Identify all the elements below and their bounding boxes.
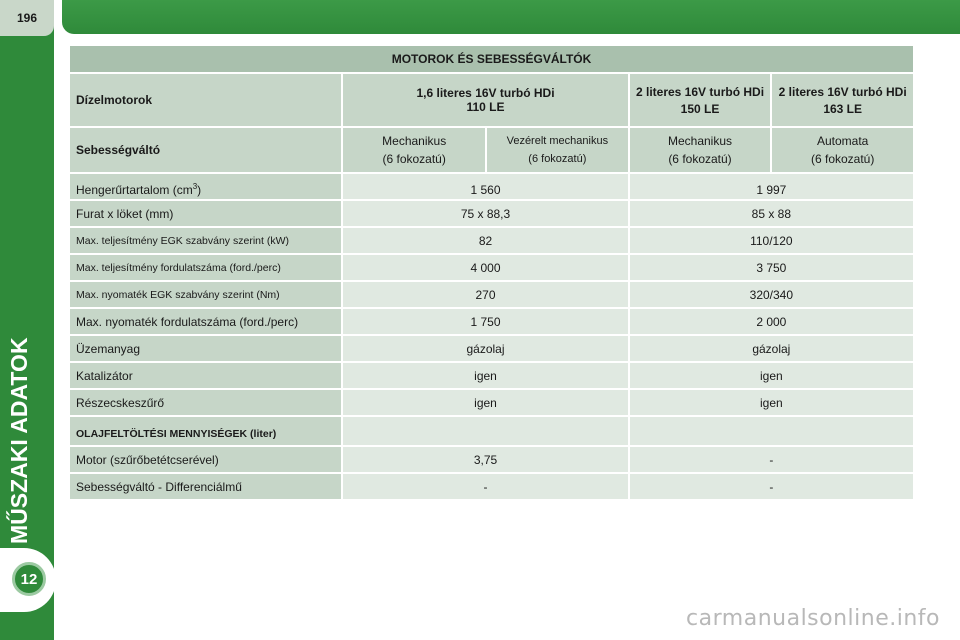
gearbox-1: [342, 127, 486, 173]
table-row: [69, 281, 914, 308]
row-value-engine1: -: [342, 473, 628, 500]
row-value-engine1: 1 750: [342, 308, 628, 335]
chapter-badge: 12: [12, 562, 46, 596]
row-value-engine2: igen: [629, 362, 914, 389]
table-row: [69, 200, 914, 227]
engine2-header: [629, 73, 772, 127]
gearbox-detail: (6 fokozatú): [810, 152, 875, 166]
oil-rows: [69, 446, 914, 500]
engine-label: Dízelmotorok: [69, 73, 342, 127]
row-value-engine1: 75 x 88,3: [342, 200, 628, 227]
row-label: Max. nyomaték fordulatszáma (ford./perc): [69, 308, 342, 335]
table-row: [69, 335, 914, 362]
row-value-engine2: 85 x 88: [629, 200, 914, 227]
gearbox-type: Automata: [816, 134, 869, 148]
row-value-engine2: -: [629, 473, 914, 500]
gearbox-detail: (6 fokozatú): [382, 152, 446, 166]
sidebar: [0, 0, 54, 640]
table-title: MOTOROK ÉS SEBESSÉGVÁLTÓK: [69, 45, 914, 73]
row-label: Furat x löket (mm): [69, 200, 342, 227]
row-value-engine1: 3,75: [342, 446, 628, 473]
row-value-engine1: igen: [342, 362, 628, 389]
displacement-sup: 3: [192, 182, 198, 191]
row-value-engine2: -: [629, 446, 914, 473]
table-row: [69, 389, 914, 416]
row-value-engine2: 3 750: [629, 254, 914, 281]
row-value-engine2: 2 000: [629, 308, 914, 335]
row-label: Sebességváltó - Differenciálmű: [69, 473, 342, 500]
oil-header-blank: [629, 416, 914, 446]
page-number: 196: [0, 0, 54, 36]
table-row: [69, 446, 914, 473]
row-value-engine1: 270: [342, 281, 628, 308]
spec-rows: [69, 200, 914, 416]
gearbox-detail: (6 fokozatú): [528, 153, 587, 165]
row-value-engine1: gázolaj: [342, 335, 628, 362]
row-value-engine1: 1 560: [342, 173, 628, 200]
engine3-header: [771, 73, 914, 127]
gearbox-label: Sebességváltó: [69, 127, 342, 173]
gearbox-type: Vezérelt mechanikus: [506, 135, 609, 147]
row-label: Max. teljesítmény EGK szabvány szerint (kW): [69, 227, 342, 254]
displacement-close: ): [197, 183, 202, 197]
gearbox-3: [629, 127, 772, 173]
oil-header: OLAJFELTÖLTÉSI MENNYISÉGEK (liter): [69, 416, 342, 446]
gearbox-2: [486, 127, 629, 173]
gearbox-detail: (6 fokozatú): [668, 152, 732, 166]
top-bar: [54, 0, 960, 36]
row-label: Max. teljesítmény fordulatszáma (ford./perc): [69, 254, 342, 281]
row-label: [69, 173, 342, 200]
table-row: [69, 308, 914, 335]
oil-header-blank: [342, 416, 628, 446]
row-value-engine2: 110/120: [629, 227, 914, 254]
watermark: carmanualsonline.info: [686, 606, 940, 631]
row-value-engine1: 82: [342, 227, 628, 254]
table-row: [69, 362, 914, 389]
engine2-power: 150 LE: [680, 101, 720, 116]
row-value-engine2: 320/340: [629, 281, 914, 308]
row-label: Részecskeszűrő: [69, 389, 342, 416]
row-value-engine2: igen: [629, 389, 914, 416]
row-label: Motor (szűrőbetétcserével): [69, 446, 342, 473]
table-row: [69, 254, 914, 281]
row-label: Katalizátor: [69, 362, 342, 389]
row-value-engine2: gázolaj: [629, 335, 914, 362]
gearbox-4: [771, 127, 914, 173]
row-label: Üzemanyag: [69, 335, 342, 362]
engine2-name: 2 literes 16V turbó HDi: [635, 84, 765, 99]
table-row: [69, 227, 914, 254]
gearbox-type: Mechanikus: [667, 134, 733, 148]
engine1-name: 1,6 literes 16V turbó HDi: [416, 86, 555, 100]
row-value-engine1: igen: [342, 389, 628, 416]
table-row: [69, 473, 914, 500]
top-band: [62, 0, 960, 34]
engine-gearbox-table: [68, 44, 915, 501]
section-title: [6, 500, 50, 544]
engine1-header: [342, 73, 628, 127]
displacement-label: Hengerűrtartalom (cm: [76, 183, 193, 197]
gearbox-type: Mechanikus: [382, 134, 447, 148]
engine3-name: 2 literes 16V turbó HDi: [778, 84, 907, 99]
row-label: Max. nyomaték EGK szabvány szerint (Nm): [69, 281, 342, 308]
row-value-engine1: 4 000: [342, 254, 628, 281]
engine3-power: 163 LE: [823, 101, 863, 116]
engine1-power: 110 LE: [466, 100, 505, 114]
row-value-engine2: 1 997: [629, 173, 914, 200]
